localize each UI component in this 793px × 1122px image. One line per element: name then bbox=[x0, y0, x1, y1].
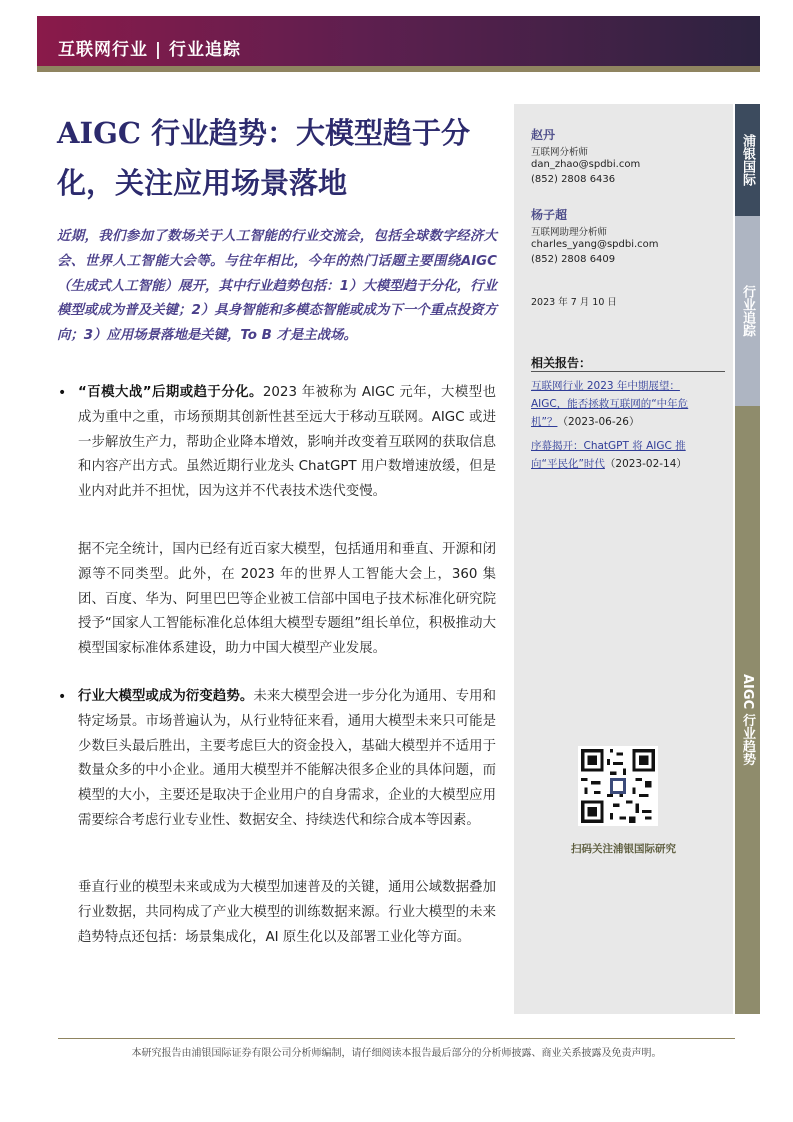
analyst-phone: (852) 2808 6436 bbox=[531, 174, 616, 185]
analyst-role: 互联网助理分析师 bbox=[531, 227, 608, 238]
page-title: AIGC 行业趋势：大模型趋于分化，关注应用场景落地 bbox=[57, 116, 471, 200]
related-report-date: （2023-06-26） bbox=[557, 416, 640, 428]
paragraph-3 bbox=[78, 685, 496, 834]
related-report-item bbox=[531, 437, 701, 473]
qr-caption: 扫码关注浦银国际研究 bbox=[571, 843, 676, 855]
header-title: 互联网行业 | 行业追踪 bbox=[58, 40, 242, 60]
related-report-link[interactable]: 序幕揭开：ChatGPT 将 AIGC 推向“平民化”时代 bbox=[531, 440, 686, 470]
bullet-icon: • bbox=[58, 385, 67, 401]
analyst-email[interactable]: charles_yang@spdbi.com bbox=[531, 239, 659, 250]
related-report-item bbox=[531, 377, 701, 431]
analyst-email[interactable]: dan_zhao@spdbi.com bbox=[531, 159, 641, 170]
qr-code-icon bbox=[578, 746, 658, 826]
footer-disclaimer: 本研究报告由浦银国际证券有限公司分析师编制，请仔细阅读本报告最后部分的分析师披露、商业关系披露及免责声明。 bbox=[131, 1048, 662, 1059]
paragraph-3-text: 未来大模型会进一步分化为通用、专用和特定场景。市场普遍认为，从行业特征来看，通用大模型未来只可能是少数巨头最后胜出，主要考虑巨大的资金投入，基础大模型并不适用于数量众多的中小企业。通用大模型并不能解决很多企业的具体问题，而模型的大小，主要还是取决于企业用户的自身需求，企业的大模型应用需要综合考虑行业专业性、数据安全、持续迭代和综合成本等因素。 bbox=[78, 689, 497, 828]
strip-brand-label: 浦银国际 bbox=[740, 134, 755, 186]
strip-topic-label: AIGC 行业趋势 bbox=[740, 674, 755, 766]
related-report-date: （2023-02-14） bbox=[604, 458, 687, 470]
paragraph-1-text: 2023 年被称为 AIGC 元年，大模型也成为重中之重，市场预期其创新性甚至远大于移动互联网。AIGC 或进一步解放生产力，帮助企业降本增效，影响并改变着互联网的获取信息和内容产出方式。虽然近期行业龙头 ChatGPT 用户数增速放缓，但是业内对此并不担忧，因为这并不代表技术迭代变慢。 bbox=[78, 385, 496, 500]
paragraph-1-lead: “百模大战”后期或趋于分化。 bbox=[78, 385, 263, 400]
paragraph-4: 垂直行业的模型未来或成为大模型加速普及的关键，通用公域数据叠加行业数据，共同构成了产业大模型的训练数据来源。行业大模型的未来趋势特点还包括：场景集成化，AI 原生化以及部署工业化等方面。 bbox=[78, 880, 496, 945]
analyst-name: 杨子超 bbox=[531, 208, 568, 222]
analyst-role: 互联网分析师 bbox=[531, 147, 589, 158]
analyst-phone: (852) 2808 6409 bbox=[531, 254, 616, 265]
paragraph-2: 据不完全统计，国内已经有近百家大模型，包括通用和垂直、开源和闭源等不同类型。此外，在 2023 年的世界人工智能大会上，360 集团、百度、华为、阿里巴巴等企业被工信部中国电子技术标准化研究院授予“国家人工智能标准化总体组大模型专题组”组长单位，积极推动大模型国家标准体系建设，助力中国大模型产业发展。 bbox=[78, 542, 496, 657]
related-reports-title: 相关报告： bbox=[531, 356, 592, 370]
paragraph-1 bbox=[78, 381, 496, 505]
analyst-name: 赵丹 bbox=[531, 128, 556, 142]
related-report-link[interactable]: 互联网行业 2023 年中期展望：AIGC，能否拯救互联网的“中年危机”？ bbox=[531, 380, 689, 428]
related-divider bbox=[531, 371, 725, 372]
strip-category-label: 行业追踪 bbox=[740, 285, 755, 337]
bullet-icon: • bbox=[58, 689, 67, 705]
footer-divider bbox=[58, 1038, 735, 1039]
paragraph-3-lead: 行业大模型或成为衍变趋势。 bbox=[78, 689, 254, 704]
report-date: 2023 年 7 月 10 日 bbox=[531, 297, 617, 308]
summary: 近期，我们参加了数场关于人工智能的行业交流会，包括全球数字经济大会、世界人工智能大会等。与往年相比，今年的热门话题主要围绕AIGC（生成式人工智能）展开，其中行业趋势包括：1）大模型趋于分化，行业模型或成为普及关键；2）具身智能和多模态智能或成为下一个重点投资方向；3）应用场景落地是关键，To B 才是主战场。 bbox=[57, 229, 497, 344]
